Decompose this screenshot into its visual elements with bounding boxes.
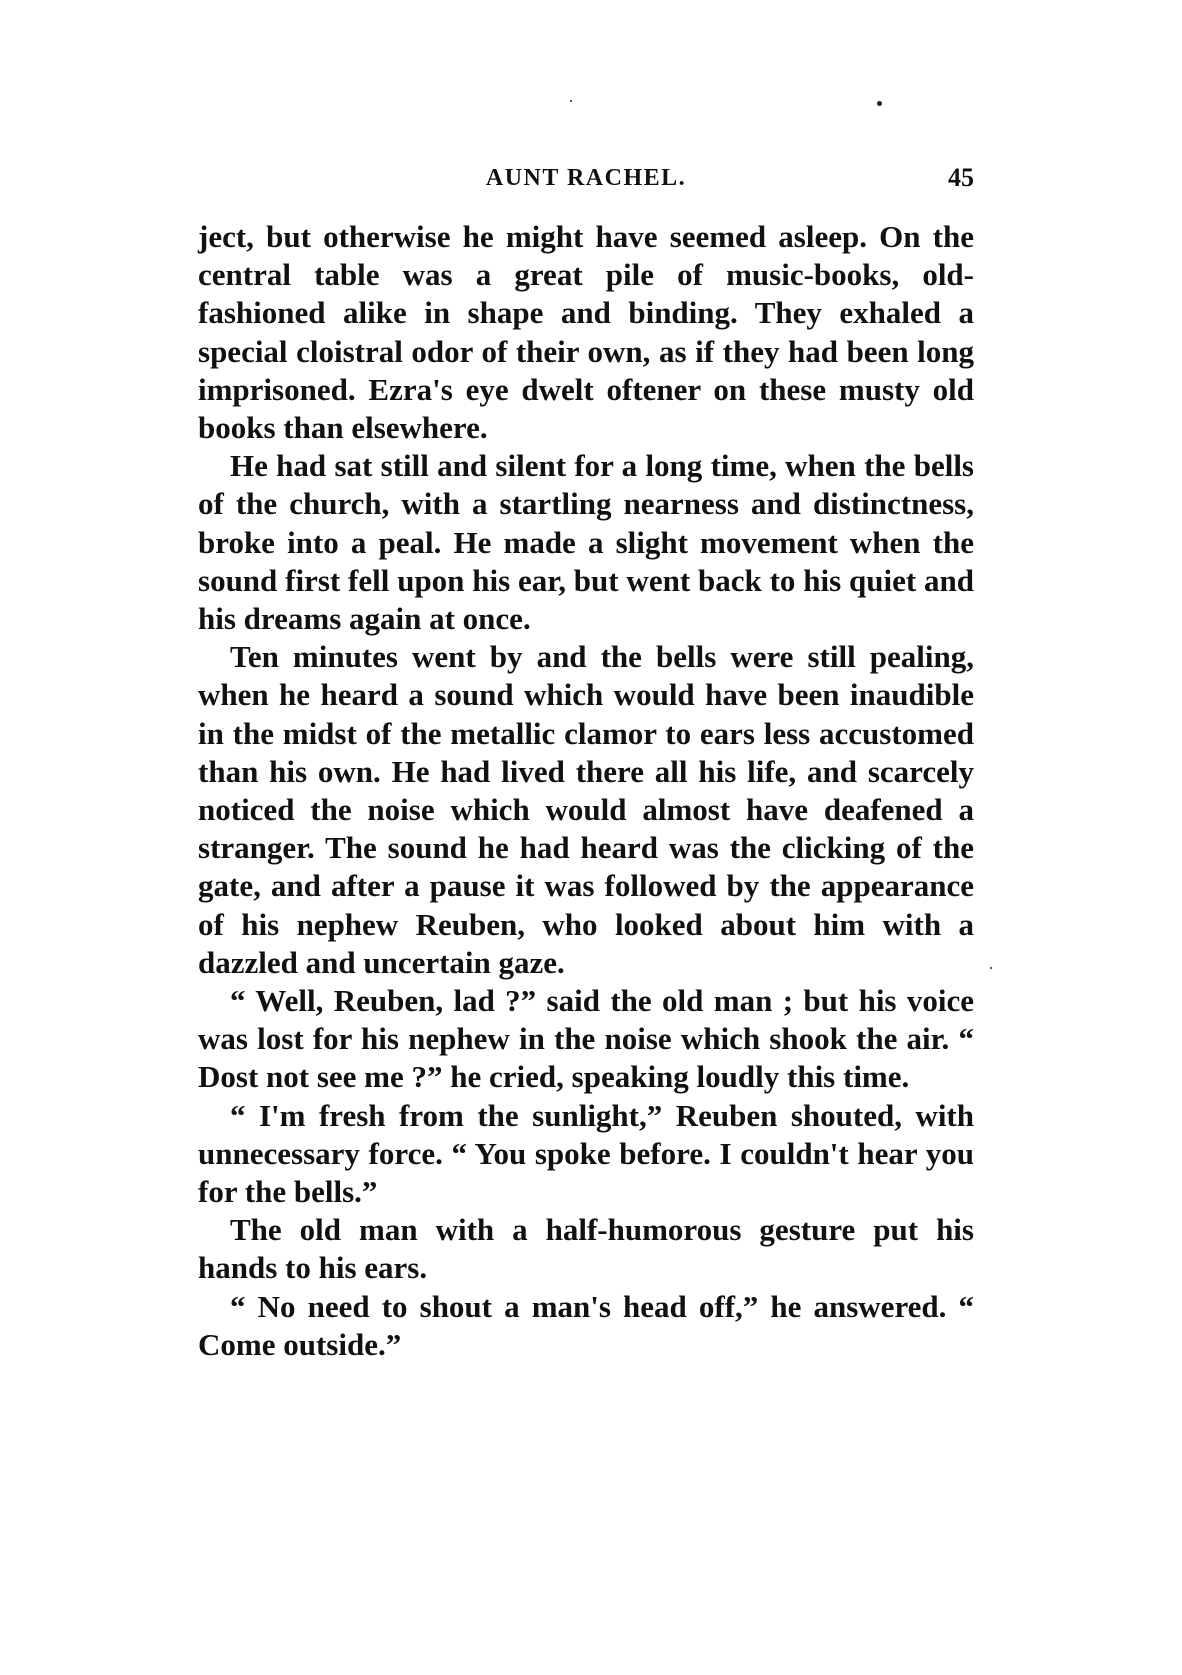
print-speck [570, 100, 572, 102]
paragraph: Ten minutes went by and the bells were still pealing, when he heard a sound which would have been inaudible in the midst of the metallic clamor to ears less accustomed than his own. He had lived there all his life, and scarcely noticed the noise which would almost have deafened a stranger. The sound he had heard was the clicking of the gate, and after a pause it was followed by the appearance of his nephew Reuben, who looked about him with a dazzled and uncertain gaze. [198, 639, 974, 980]
print-speck [877, 101, 882, 106]
print-speck [990, 967, 992, 969]
paragraph: “ Well, Reuben, lad ?” said the old man ; but his voice was lost for his nephew in the noise which shook the air. “ Dost not see me ?” he cried, speaking loudly this time. [198, 983, 974, 1095]
paragraph: “ I'm fresh from the sunlight,” Reuben shouted, with unnecessary force. “ You spoke before. I couldn't hear you for the bells.” [198, 1097, 974, 1210]
running-head [198, 165, 974, 205]
running-title: AUNT RACHEL. [485, 165, 687, 191]
paragraph: ject, but otherwise he might have seemed asleep. On the central table was a great pile of music-books, old-fashioned alike in shape and binding. They exhaled a special cloistral odor of their own, as if they had been long imprisoned. Ezra's eye dwelt oftener on these musty old books than elsewhere. [198, 219, 974, 446]
page-number: 45 [948, 163, 974, 192]
paragraph: The old man with a half-humorous gesture put his hands to his ears. [198, 1212, 974, 1286]
paragraph: “ No need to shout a man's head off,” he answered. “ Come outside.” [198, 1288, 974, 1362]
paragraph: He had sat still and silent for a long time, when the bells of the church, with a startling nearness and distinctness, broke into a peal. He made a slight movement when the sound first fell upon his ear, but went back to his quiet and his dreams again at once. [198, 448, 974, 637]
body-text [198, 218, 974, 1364]
